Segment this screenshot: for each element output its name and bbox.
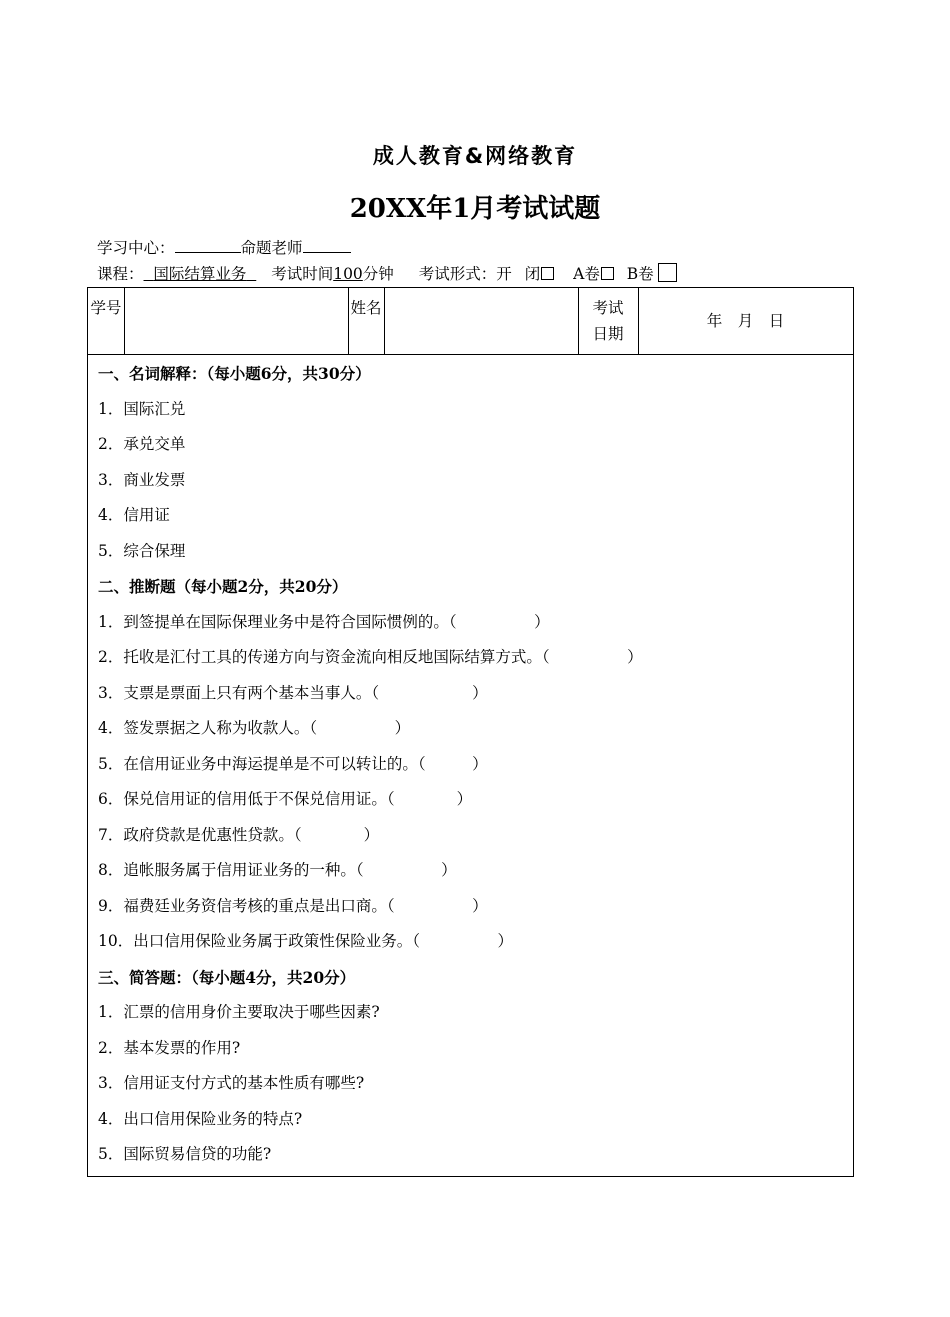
student-id-label: 学号	[90, 299, 122, 317]
student-info-row	[88, 288, 853, 355]
closed-label: 闭	[524, 265, 541, 283]
closed-checkbox[interactable]	[541, 267, 554, 280]
divider	[124, 288, 125, 354]
question-item: 3．信用证支付方式的基本性质有哪些?	[98, 1074, 365, 1092]
section-title: 一、名词解释：（每小题6分，共30分）	[98, 364, 371, 383]
question-item: 10．出口信用保险业务属于政策性保险业务。（ ）	[98, 932, 513, 950]
question-item: 9．福费廷业务资信考核的重点是出口商。（ ）	[98, 896, 488, 915]
question-item: 7．政府贷款是优惠性贷款。（ ）	[98, 825, 380, 844]
institution-name: 成人教育&网络教育	[372, 144, 578, 168]
exam-table	[87, 287, 854, 1177]
name-label: 姓名	[350, 299, 382, 317]
course-label: 课程：	[97, 265, 144, 283]
paper-b-checkbox[interactable]	[658, 263, 677, 282]
question-item: 2．承兑交单	[98, 435, 186, 453]
divider	[384, 288, 385, 354]
exam-time-unit: 分钟	[362, 265, 394, 283]
question-item: 5．国际贸易信贷的功能?	[98, 1145, 272, 1163]
question-item: 5．综合保理	[98, 541, 186, 560]
study-center-row	[97, 236, 351, 258]
question-item: 5．在信用证业务中海运提单是不可以转让的。（ ）	[98, 754, 488, 773]
teacher-blank[interactable]	[303, 236, 351, 253]
course-row	[97, 262, 677, 284]
exam-time-value: 100	[333, 265, 363, 283]
question-item: 4．签发票据之人称为收款人。（ ）	[98, 719, 411, 737]
question-item: 1．到签提单在国际保理业务中是符合国际惯例的。（ ）	[98, 612, 550, 631]
question-item: 4．出口信用保险业务的特点?	[98, 1109, 303, 1128]
question-item: 8．追帐服务属于信用证业务的一种。（ ）	[98, 861, 457, 879]
date-placeholder: 年 月 日	[706, 312, 785, 330]
exam-title: 20XX年1月考试试题	[349, 194, 601, 224]
paper-a-checkbox[interactable]	[601, 267, 614, 280]
section-title: 二、推断题（每小题2分，共20分）	[98, 577, 348, 596]
exam-date-label: 考试 日期	[592, 299, 624, 343]
exam-form-label: 考试形式：开	[418, 265, 512, 283]
exam-time-label: 考试时间	[271, 265, 334, 283]
question-item: 6．保兑信用证的信用低于不保兑信用证。（ ）	[98, 790, 473, 808]
teacher-label: 命题老师	[240, 239, 303, 257]
section-title: 三、简答题：（每小题4分，共20分）	[98, 967, 356, 987]
question-item: 3．支票是票面上只有两个基本当事人。（ ）	[98, 683, 488, 702]
study-center-blank[interactable]	[175, 236, 241, 253]
question-item: 2．基本发票的作用?	[98, 1038, 241, 1057]
paper-b-label: B卷	[626, 265, 654, 283]
question-item: 2．托收是汇付工具的传递方向与资金流向相反地国际结算方式。（ ）	[98, 648, 643, 666]
exam-content	[98, 356, 838, 1173]
study-center-label: 学习中心：	[97, 239, 175, 257]
paper-a-label: A卷	[573, 265, 600, 283]
question-item: 3．商业发票	[98, 470, 186, 489]
question-item: 4．信用证	[98, 506, 170, 524]
question-item: 1．国际汇兑	[98, 399, 186, 418]
course-value: 国际结算业务	[153, 265, 247, 283]
question-item: 1．汇票的信用身价主要取决于哪些因素?	[98, 1003, 380, 1021]
